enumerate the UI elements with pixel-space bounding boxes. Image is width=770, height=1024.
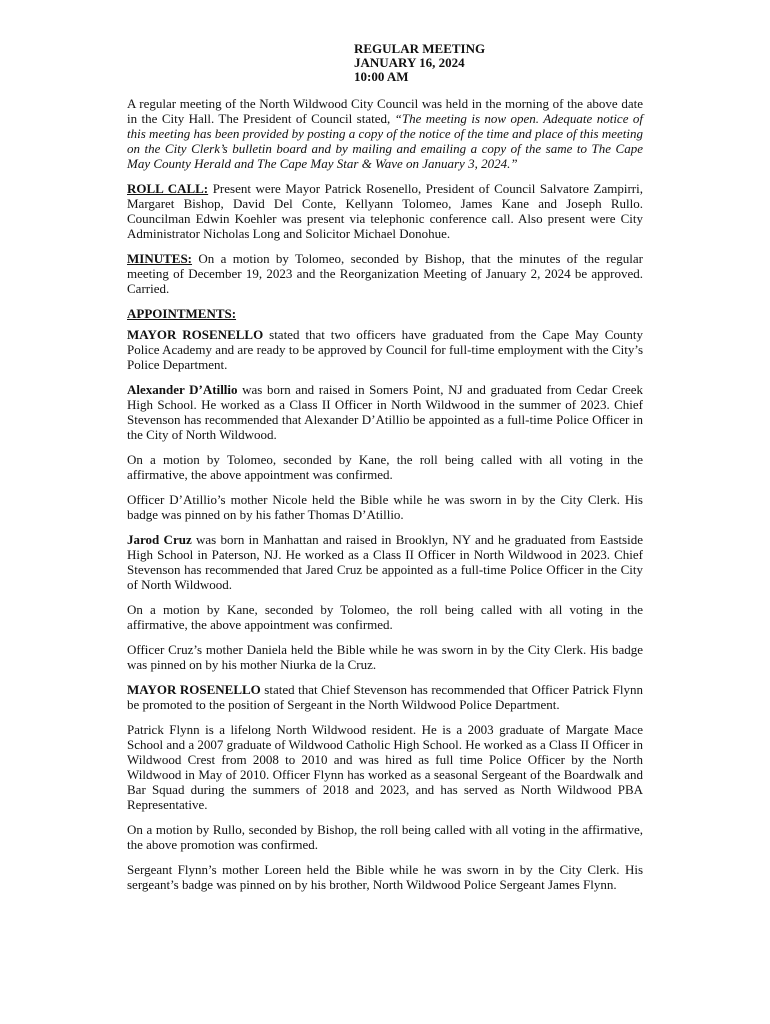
minutes-heading: MINUTES: — [127, 251, 193, 266]
cruz-name: Jarod Cruz — [127, 532, 192, 547]
datillio-motion-paragraph: On a motion by Tolomeo, seconded by Kane, the roll being called with all voting in the affirmative, the above appointment was confirmed. — [127, 452, 643, 482]
datillio-sworn-paragraph: Officer D’Atillio’s mother Nicole held the Bible while he was sworn in by the City Clerk. His badge was pinned on by his father Thomas D’Atillio. — [127, 492, 643, 522]
meeting-title: REGULAR MEETING — [354, 41, 486, 56]
datillio-name: Alexander D’Atillio — [127, 382, 238, 397]
cruz-motion-paragraph: On a motion by Kane, seconded by Tolomeo, the roll being called with all voting in the affirmative, the above appointment was confirmed. — [127, 602, 643, 632]
appointments-heading: APPOINTMENTS: — [127, 306, 237, 321]
flynn-motion-paragraph: On a motion by Rullo, seconded by Bishop, the roll being called with all voting in the affirmative, the above promotion was confirmed. — [127, 822, 643, 852]
roll-call-paragraph — [127, 181, 643, 241]
roll-call-text: Present were Mayor Patrick Rosenello, President of Council Salvatore Zampirri, Margaret Bishop, David Del Conte, Kellyann Tolomeo, James Kane and Joseph Rullo. Councilman Edwin Koehler was present via telephonic conference call. Also present were City Administrator Nicholas Long and Solicitor Michael Donohue. — [127, 181, 643, 241]
meeting-header — [354, 42, 643, 84]
minutes-text: On a motion by Tolomeo, seconded by Bishop, that the minutes of the regular meeting of December 19, 2023 and the Reorganization Meeting of January 2, 2024 be approved. Carried. — [127, 251, 643, 296]
intro-text: A regular meeting of the North Wildwood City Council was held in the morning of the above date in the City Hall. The President of Council stated, — [127, 96, 643, 126]
mayor-statement-text: stated that two officers have graduated from the Cape May County Police Academy and are ready to be approved by Council for full-time employment with the City’s Police Department. — [127, 327, 643, 372]
mayor-name: MAYOR ROSENELLO — [127, 327, 264, 342]
flynn-bio-paragraph: Patrick Flynn is a lifelong North Wildwood resident. He is a 2003 graduate of Margate Mace School and a 2007 graduate of Wildwood Catholic High School. He worked as a Class II Officer in Wildwood Crest from 2008 to 2010 and was hired as full time Police Officer by the North Wildwood in May of 2010. Officer Flynn has worked as a seasonal Sergeant of the Boardwalk and Bar Squad during the summers of 2018 and 2023, and has served as North Wildwood PBA Representative. — [127, 722, 643, 812]
datillio-bio-paragraph — [127, 382, 643, 442]
intro-paragraph — [127, 96, 643, 171]
cruz-bio-paragraph — [127, 532, 643, 592]
intro-quote: “The meeting is now open. Adequate notice of this meeting has been provided by posting a copy of the notice of the time and place of this meeting on the City Clerk’s bulletin board and by mailing and emailing a copy of the same to The Cape May County Herald and The Cape May Star & Wave on January 3, 2024.” — [127, 111, 643, 171]
meeting-time: 10:00 AM — [354, 69, 409, 84]
mayor-statement-paragraph — [127, 327, 643, 372]
roll-call-heading: ROLL CALL: — [127, 181, 209, 196]
flynn-promotion-paragraph — [127, 682, 643, 712]
flynn-sworn-paragraph: Sergeant Flynn’s mother Loreen held the Bible while he was sworn in by the City Clerk. His sergeant’s badge was pinned on by his brother, North Wildwood Police Sergeant James Flynn. — [127, 862, 643, 892]
meeting-date: JANUARY 16, 2024 — [354, 55, 465, 70]
appointments-heading-row — [127, 306, 643, 321]
cruz-sworn-paragraph: Officer Cruz’s mother Daniela held the Bible while he was sworn in by the City Clerk. His badge was pinned on by his mother Niurka de la Cruz. — [127, 642, 643, 672]
datillio-bio-text: was born and raised in Somers Point, NJ and graduated from Cedar Creek High School. He worked as a Class II Officer in North Wildwood in the summer of 2023. Chief Stevenson has recommended that Alexander D’Atillio be appointed as a full-time Police Officer in the City of North Wildwood. — [127, 382, 643, 442]
minutes-paragraph — [127, 251, 643, 296]
mayor-name-second: MAYOR ROSENELLO — [127, 682, 261, 697]
cruz-bio-text: was born in Manhattan and raised in Brooklyn, NY and he graduated from Eastside High School in Paterson, NJ. He worked as a Class II Officer in North Wildwood in 2023. Chief Stevenson has recommended that Jared Cruz be appointed as a full-time Police Officer in the City of North Wildwood. — [127, 532, 643, 592]
flynn-promotion-text: stated that Chief Stevenson has recommended that Officer Patrick Flynn be promoted to the position of Sergeant in the North Wildwood Police Department. — [127, 682, 643, 712]
